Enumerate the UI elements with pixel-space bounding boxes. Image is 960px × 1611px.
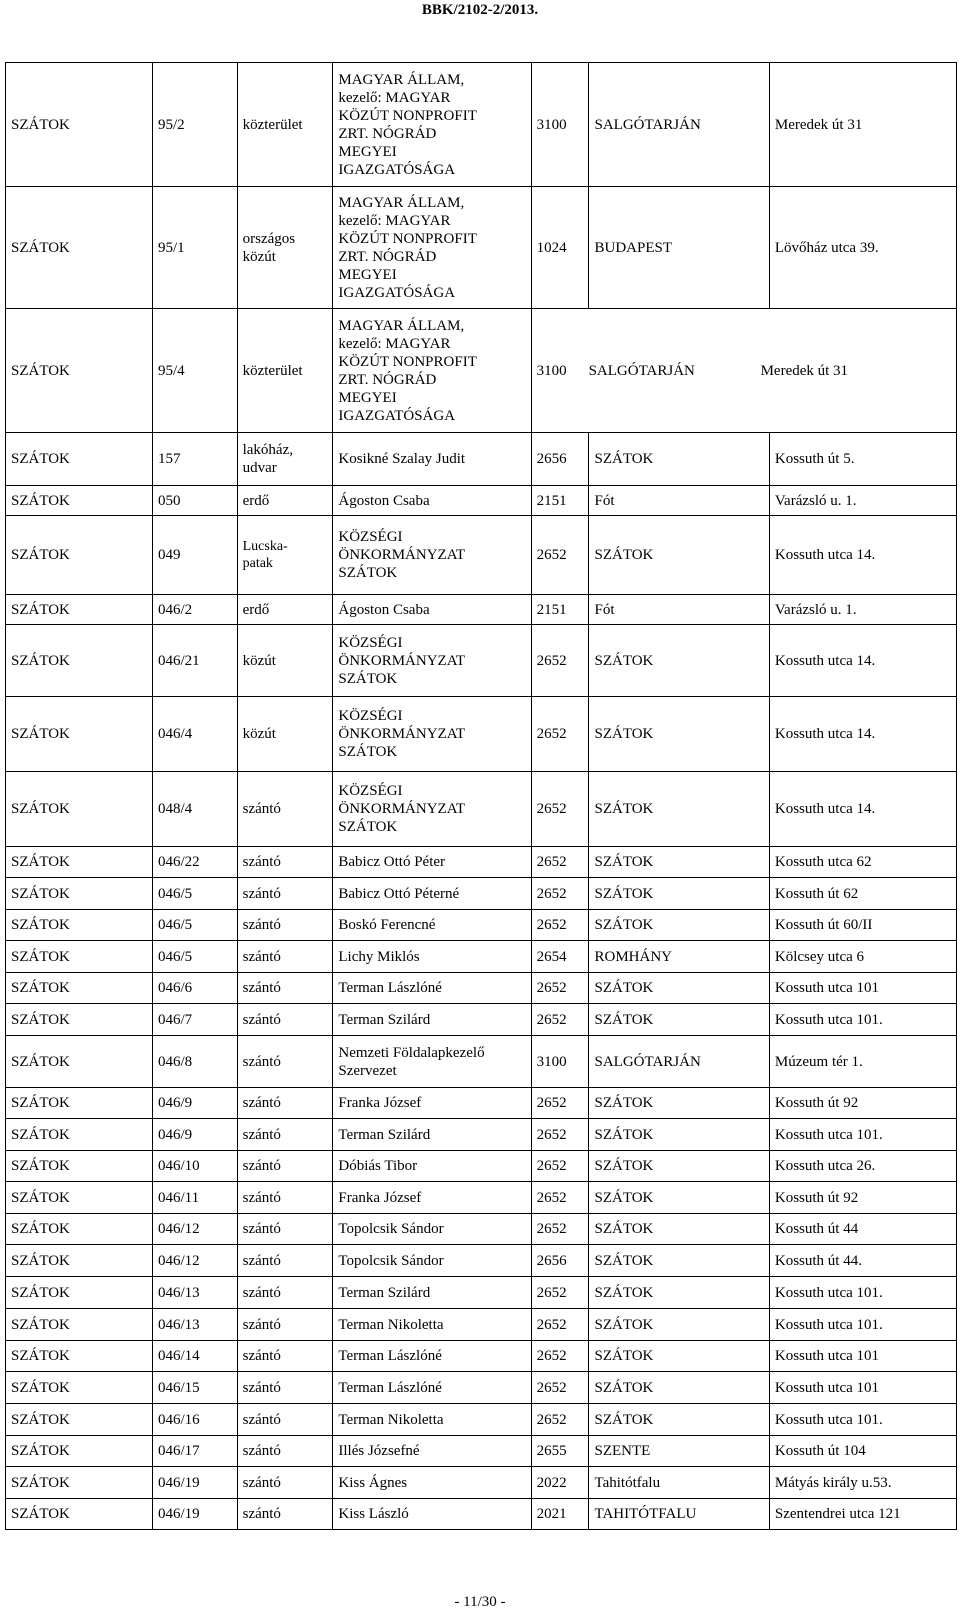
owner-cell: Lichy Miklós [333, 941, 531, 973]
parcel-number-cell: 046/12 [152, 1214, 237, 1245]
city-cell: SZÁTOK [589, 516, 769, 595]
owner-cell: MAGYAR ÁLLAM, kezelő: MAGYAR KÖZÚT NONPROFIT ZRT. NÓGRÁD MEGYEI IGAZGATÓSÁGA [333, 309, 531, 433]
owner-cell: MAGYAR ÁLLAM, kezelő: MAGYAR KÖZÚT NONPROFIT ZRT. NÓGRÁD MEGYEI IGAZGATÓSÁGA [333, 63, 531, 187]
street-cell: Kossuth út 60/II [769, 910, 956, 941]
parcel-number-cell: 046/9 [152, 1088, 237, 1119]
owner-cell: Babicz Ottó Péter [333, 847, 531, 878]
land-use-cell: szántó [237, 973, 333, 1004]
street-cell: Kossuth utca 62 [769, 847, 956, 878]
table-row [6, 63, 957, 187]
settlement-cell: SZÁTOK [6, 595, 153, 625]
land-use-cell: szántó [237, 1151, 333, 1182]
table-row [6, 1245, 957, 1277]
land-use-cell: szántó [237, 847, 333, 878]
land-use-cell: szántó [237, 941, 333, 973]
owner-cell: Terman Lászlóné [333, 1341, 531, 1372]
city-cell: SZÁTOK [589, 1245, 769, 1277]
street-cell: Kossuth út 5. [769, 433, 956, 486]
street-cell: Varázsló u. 1. [769, 486, 956, 516]
land-use-cell: Lucska- patak [237, 516, 333, 595]
table-row [6, 1004, 957, 1036]
owner-cell: Terman Lászlóné [333, 973, 531, 1004]
page-number: - 11/30 - [454, 1594, 506, 1610]
city-cell: SZÁTOK [589, 1372, 769, 1404]
settlement-cell: SZÁTOK [6, 1372, 153, 1404]
owner-cell: Kiss Ágnes [333, 1467, 531, 1499]
street-cell: Kossuth utca 101. [769, 1309, 956, 1341]
street-cell: Kossuth út 44. [769, 1245, 956, 1277]
city-cell: SZÁTOK [589, 973, 769, 1004]
settlement-cell: SZÁTOK [6, 1341, 153, 1372]
land-use-cell: szántó [237, 910, 333, 941]
zip-cell: 2652 [531, 772, 589, 847]
table-row [6, 595, 957, 625]
table-row [6, 910, 957, 941]
city-cell: SZÁTOK [589, 1214, 769, 1245]
land-use-cell: lakóház, udvar [237, 433, 333, 486]
table-row [6, 1277, 957, 1309]
street-cell: Meredek út 31 [760, 362, 849, 379]
table-row [6, 1088, 957, 1119]
document-header: BBK/2102-2/2013. [421, 2, 539, 18]
city-cell: SZÁTOK [589, 1088, 769, 1119]
land-use-cell: szántó [237, 1404, 333, 1436]
street-cell: Kossuth utca 14. [769, 625, 956, 697]
street-cell: Kossuth út 62 [769, 878, 956, 910]
settlement-cell: SZÁTOK [6, 1309, 153, 1341]
street-cell: Kossuth utca 101. [769, 1277, 956, 1309]
city-cell: SZÁTOK [589, 1277, 769, 1309]
settlement-cell: SZÁTOK [6, 847, 153, 878]
city-cell: Tahitótfalu [589, 1467, 769, 1499]
table-row [6, 625, 957, 697]
owner-cell: Terman Lászlóné [333, 1372, 531, 1404]
city-cell: SZÁTOK [589, 1004, 769, 1036]
zip-cell: 2652 [531, 1277, 589, 1309]
street-cell: Kossuth utca 101. [769, 1404, 956, 1436]
parcel-number-cell: 049 [152, 516, 237, 595]
owner-cell: Terman Szilárd [333, 1277, 531, 1309]
owner-cell: Franka József [333, 1088, 531, 1119]
street-cell: Múzeum tér 1. [769, 1036, 956, 1088]
parcel-number-cell: 046/15 [152, 1372, 237, 1404]
city-cell: SZÁTOK [589, 1119, 769, 1151]
table-row [6, 1404, 957, 1436]
street-cell: Kossuth utca 101. [769, 1004, 956, 1036]
parcel-number-cell: 046/7 [152, 1004, 237, 1036]
land-use-cell: országos közút [237, 187, 333, 309]
land-use-cell: szántó [237, 1214, 333, 1245]
land-use-cell: közút [237, 697, 333, 772]
settlement-cell: SZÁTOK [6, 486, 153, 516]
zip-cell: 2652 [531, 878, 589, 910]
parcel-number-cell: 95/2 [152, 63, 237, 187]
land-use-cell: erdő [237, 486, 333, 516]
table-row [6, 309, 957, 433]
parcel-number-cell: 046/17 [152, 1436, 237, 1467]
land-use-cell: szántó [237, 1277, 333, 1309]
zip-cell: 2655 [531, 1436, 589, 1467]
zip-cell: 2652 [531, 625, 589, 697]
parcel-number-cell: 046/19 [152, 1499, 237, 1530]
land-use-cell: szántó [237, 1341, 333, 1372]
parcel-number-cell: 046/22 [152, 847, 237, 878]
settlement-cell: SZÁTOK [6, 1182, 153, 1214]
table-row [6, 1467, 957, 1499]
zip-cell: 2652 [531, 1372, 589, 1404]
settlement-cell: SZÁTOK [6, 1151, 153, 1182]
city-cell: SZÁTOK [589, 625, 769, 697]
city-cell: SZÁTOK [589, 1404, 769, 1436]
zip-cell: 2652 [531, 910, 589, 941]
owner-cell: Topolcsik Sándor [333, 1245, 531, 1277]
parcel-number-cell: 046/21 [152, 625, 237, 697]
zip-cell: 2652 [531, 697, 589, 772]
street-cell: Kossuth utca 101 [769, 973, 956, 1004]
zip-cell: 2652 [531, 973, 589, 1004]
table-row [6, 878, 957, 910]
owner-cell: Babicz Ottó Péterné [333, 878, 531, 910]
zip-cell: 2652 [531, 1341, 589, 1372]
table-row [6, 1499, 957, 1530]
land-use-cell: erdő [237, 595, 333, 625]
city-cell: Fót [589, 486, 769, 516]
settlement-cell: SZÁTOK [6, 187, 153, 309]
zip-cell: 2652 [531, 516, 589, 595]
settlement-cell: SZÁTOK [6, 910, 153, 941]
city-cell: SZÁTOK [589, 910, 769, 941]
zip-cell: 2022 [531, 1467, 589, 1499]
parcel-number-cell: 046/6 [152, 973, 237, 1004]
land-use-cell: szántó [237, 1309, 333, 1341]
land-use-cell: szántó [237, 1088, 333, 1119]
parcel-number-cell: 046/5 [152, 878, 237, 910]
parcel-number-cell: 95/1 [152, 187, 237, 309]
street-cell: Szentendrei utca 121 [769, 1499, 956, 1530]
settlement-cell: SZÁTOK [6, 309, 153, 433]
land-use-cell: szántó [237, 1372, 333, 1404]
table-row [6, 772, 957, 847]
table-row [6, 1341, 957, 1372]
city-cell: SZÁTOK [589, 1341, 769, 1372]
table-row [6, 516, 957, 595]
land-use-cell: szántó [237, 772, 333, 847]
settlement-cell: SZÁTOK [6, 516, 153, 595]
city-cell: SZÁTOK [589, 697, 769, 772]
table-row [6, 1182, 957, 1214]
street-cell: Kossuth utca 26. [769, 1151, 956, 1182]
owner-cell: Ágoston Csaba [333, 486, 531, 516]
street-cell: Kossuth utca 101. [769, 1119, 956, 1151]
parcel-number-cell: 046/5 [152, 941, 237, 973]
settlement-cell: SZÁTOK [6, 625, 153, 697]
zip-cell: 2652 [531, 1214, 589, 1245]
parcel-number-cell: 046/9 [152, 1119, 237, 1151]
parcel-number-cell: 046/8 [152, 1036, 237, 1088]
city-cell: SALGÓTARJÁN [589, 63, 769, 187]
parcel-number-cell: 046/19 [152, 1467, 237, 1499]
owner-cell: Terman Nikoletta [333, 1309, 531, 1341]
settlement-cell: SZÁTOK [6, 433, 153, 486]
parcel-number-cell: 046/2 [152, 595, 237, 625]
zip-cell: 2656 [531, 433, 589, 486]
owner-cell: Ágoston Csaba [333, 595, 531, 625]
owner-cell: Terman Nikoletta [333, 1404, 531, 1436]
city-cell: SZÁTOK [589, 878, 769, 910]
settlement-cell: SZÁTOK [6, 1499, 153, 1530]
street-cell: Kossuth út 104 [769, 1436, 956, 1467]
city-cell: SZÁTOK [589, 1151, 769, 1182]
city-cell: BUDAPEST [589, 187, 769, 309]
city-cell: SZÁTOK [589, 1309, 769, 1341]
city-cell: SZÁTOK [589, 433, 769, 486]
owner-cell: Illés Józsefné [333, 1436, 531, 1467]
land-use-cell: szántó [237, 1467, 333, 1499]
settlement-cell: SZÁTOK [6, 1467, 153, 1499]
owner-cell: Nemzeti Földalapkezelő Szervezet [333, 1036, 531, 1088]
street-cell: Kossuth utca 14. [769, 516, 956, 595]
zip-cell: 2021 [531, 1499, 589, 1530]
settlement-cell: SZÁTOK [6, 1404, 153, 1436]
table-row [6, 1119, 957, 1151]
parcel-number-cell: 046/16 [152, 1404, 237, 1436]
city-cell: SALGÓTARJÁN [588, 362, 695, 379]
land-use-cell: szántó [237, 1036, 333, 1088]
zip-cell: 3100 [531, 63, 589, 187]
street-cell: Kölcsey utca 6 [769, 941, 956, 973]
owner-cell: KÖZSÉGI ÖNKORMÁNYZAT SZÁTOK [333, 697, 531, 772]
table-row [6, 1436, 957, 1467]
parcel-number-cell: 046/12 [152, 1245, 237, 1277]
zip-cell: 2652 [531, 847, 589, 878]
land-use-cell: szántó [237, 1119, 333, 1151]
parcel-number-cell: 046/4 [152, 697, 237, 772]
settlement-cell: SZÁTOK [6, 1214, 153, 1245]
zip-cell: 1024 [531, 187, 589, 309]
settlement-cell: SZÁTOK [6, 973, 153, 1004]
zip-cell: 2652 [531, 1182, 589, 1214]
settlement-cell: SZÁTOK [6, 1004, 153, 1036]
zip-cell: 3100 [536, 362, 567, 379]
parcel-number-cell: 046/10 [152, 1151, 237, 1182]
land-use-cell: közút [237, 625, 333, 697]
table-row [6, 486, 957, 516]
settlement-cell: SZÁTOK [6, 1036, 153, 1088]
city-cell: SZÁTOK [589, 847, 769, 878]
zip-cell: 2151 [531, 595, 589, 625]
owner-cell: Topolcsik Sándor [333, 1214, 531, 1245]
parcel-number-cell: 046/14 [152, 1341, 237, 1372]
table-row [6, 941, 957, 973]
land-use-cell: szántó [237, 1436, 333, 1467]
owner-cell: MAGYAR ÁLLAM, kezelő: MAGYAR KÖZÚT NONPROFIT ZRT. NÓGRÁD MEGYEI IGAZGATÓSÁGA [333, 187, 531, 309]
street-cell: Kossuth utca 101 [769, 1341, 956, 1372]
street-cell: Kossuth út 92 [769, 1182, 956, 1214]
zip-cell: 2652 [531, 1004, 589, 1036]
owner-cell: KÖZSÉGI ÖNKORMÁNYZAT SZÁTOK [333, 772, 531, 847]
street-cell: Kossuth út 44 [769, 1214, 956, 1245]
parcel-number-cell: 95/4 [152, 309, 237, 433]
street-cell: Meredek út 31 [769, 63, 956, 187]
land-use-cell: közterület [237, 63, 333, 187]
owner-cell: Boskó Ferencné [333, 910, 531, 941]
street-cell: Kossuth utca 14. [769, 772, 956, 847]
zip-cell: 2652 [531, 1119, 589, 1151]
land-use-cell: közterület [237, 309, 333, 433]
street-cell: Kossuth út 92 [769, 1088, 956, 1119]
table-row [6, 1309, 957, 1341]
parcel-number-cell: 046/13 [152, 1277, 237, 1309]
parcel-number-cell: 157 [152, 433, 237, 486]
table-row [6, 973, 957, 1004]
settlement-cell: SZÁTOK [6, 1245, 153, 1277]
land-use-cell: szántó [237, 1004, 333, 1036]
city-cell: SZENTE [589, 1436, 769, 1467]
settlement-cell: SZÁTOK [6, 1436, 153, 1467]
parcel-number-cell: 050 [152, 486, 237, 516]
owner-cell: KÖZSÉGI ÖNKORMÁNYZAT SZÁTOK [333, 516, 531, 595]
parcel-number-cell: 048/4 [152, 772, 237, 847]
settlement-cell: SZÁTOK [6, 1088, 153, 1119]
zip-cell: 2652 [531, 1309, 589, 1341]
settlement-cell: SZÁTOK [6, 1277, 153, 1309]
street-cell: Lövőház utca 39. [769, 187, 956, 309]
city-cell: ROMHÁNY [589, 941, 769, 973]
parcel-number-cell: 046/11 [152, 1182, 237, 1214]
owner-cell: Terman Szilárd [333, 1119, 531, 1151]
zip-cell: 2652 [531, 1151, 589, 1182]
zip-cell: 2151 [531, 486, 589, 516]
table-row [6, 1151, 957, 1182]
land-use-cell: szántó [237, 878, 333, 910]
settlement-cell: SZÁTOK [6, 772, 153, 847]
zip-cell: 2654 [531, 941, 589, 973]
city-cell: TAHITÓTFALU [589, 1499, 769, 1530]
table-row [6, 187, 957, 309]
table-row [6, 1214, 957, 1245]
table-body [6, 63, 957, 1530]
owner-cell: Kiss László [333, 1499, 531, 1530]
parcel-number-cell: 046/13 [152, 1309, 237, 1341]
owner-cell: KÖZSÉGI ÖNKORMÁNYZAT SZÁTOK [333, 625, 531, 697]
street-cell: Varázsló u. 1. [769, 595, 956, 625]
settlement-cell: SZÁTOK [6, 1119, 153, 1151]
table-row [6, 1372, 957, 1404]
settlement-cell: SZÁTOK [6, 878, 153, 910]
city-cell: Fót [589, 595, 769, 625]
settlement-cell: SZÁTOK [6, 63, 153, 187]
owner-cell: Dóbiás Tibor [333, 1151, 531, 1182]
city-cell: SZÁTOK [589, 772, 769, 847]
street-cell: Mátyás király u.53. [769, 1467, 956, 1499]
land-use-cell: szántó [237, 1499, 333, 1530]
land-use-cell: szántó [237, 1182, 333, 1214]
land-use-cell: szántó [237, 1245, 333, 1277]
table-row [6, 697, 957, 772]
owner-cell: Kosikné Szalay Judit [333, 433, 531, 486]
zip-cell: 2652 [531, 1088, 589, 1119]
land-register-table [5, 62, 957, 1530]
owner-cell: Franka József [333, 1182, 531, 1214]
owner-cell: Terman Szilárd [333, 1004, 531, 1036]
street-cell: Kossuth utca 101 [769, 1372, 956, 1404]
table-row [6, 847, 957, 878]
city-cell: SZÁTOK [589, 1182, 769, 1214]
zip-cell: 2656 [531, 1245, 589, 1277]
street-cell: Kossuth utca 14. [769, 697, 956, 772]
address-cell [531, 309, 956, 433]
zip-cell: 2652 [531, 1404, 589, 1436]
table-row [6, 433, 957, 486]
settlement-cell: SZÁTOK [6, 697, 153, 772]
parcel-number-cell: 046/5 [152, 910, 237, 941]
city-cell: SALGÓTARJÁN [589, 1036, 769, 1088]
settlement-cell: SZÁTOK [6, 941, 153, 973]
table-row [6, 1036, 957, 1088]
zip-cell: 3100 [531, 1036, 589, 1088]
